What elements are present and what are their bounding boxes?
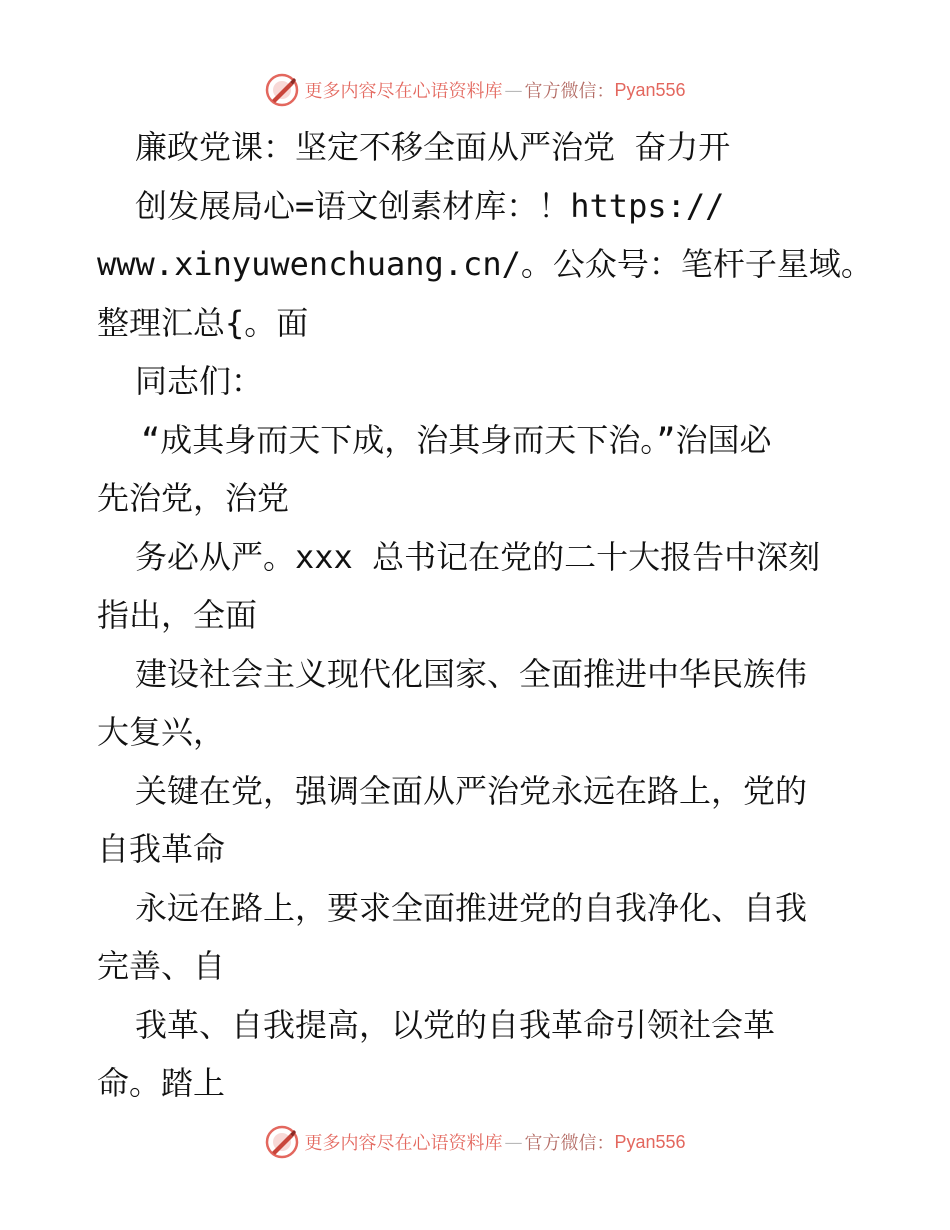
- banner-main-text: 更多内容尽在心语资料库: [304, 1133, 503, 1154]
- text-line: 建设社会主义现代化国家、全面推进中华民族伟: [135, 654, 808, 693]
- banner-wechat-label: 官方微信：: [524, 81, 615, 102]
- text-line: 关键在党，强调全面从严治党永远在路上，党的: [135, 771, 808, 810]
- text-line: 我革、自我提高，以党的自我革命引领社会革: [135, 1005, 776, 1044]
- pen-logo-icon: [264, 1124, 300, 1160]
- banner-wechat-label: 官方微信：: [524, 1133, 615, 1154]
- banner-separator: —: [504, 1131, 523, 1153]
- text-line: 命。踏上: [97, 1064, 226, 1102]
- header-banner: [0, 70, 950, 110]
- text-line: 完善、自: [97, 947, 226, 985]
- banner-wechat-id: Pyan556: [614, 1131, 686, 1152]
- title-line-1: 廉政党课：坚定不移全面从严治党 奋力开: [135, 128, 731, 166]
- text-line: 大复兴，: [97, 713, 226, 751]
- url-line: www.xinyuwenchuang.cn/。公众号：笔杆子星域。: [97, 245, 873, 283]
- title-line-2: 创发展局心=语文创素材库：！https://: [135, 186, 725, 225]
- text-line: “成其身而天下成，治其身而天下治。”治国必: [141, 420, 772, 459]
- text-line: 指出，全面: [97, 596, 258, 634]
- banner-separator: —: [504, 79, 523, 101]
- pen-logo-icon: [264, 72, 300, 108]
- text-line: 永远在路上，要求全面推进党的自我净化、自我: [135, 888, 808, 927]
- banner-wechat-id: Pyan556: [614, 79, 686, 100]
- document-body: [97, 118, 873, 1113]
- text-line: 整理汇总{。面: [97, 303, 309, 342]
- salutation: 同志们：: [135, 362, 264, 400]
- text-line: 自我革命: [97, 830, 226, 868]
- text-line: 先治党，治党: [97, 479, 290, 517]
- banner-main-text: 更多内容尽在心语资料库: [304, 81, 503, 102]
- footer-banner: [0, 1122, 950, 1162]
- text-line: 务必从严。xxx 总书记在党的二十大报告中深刻: [135, 537, 821, 576]
